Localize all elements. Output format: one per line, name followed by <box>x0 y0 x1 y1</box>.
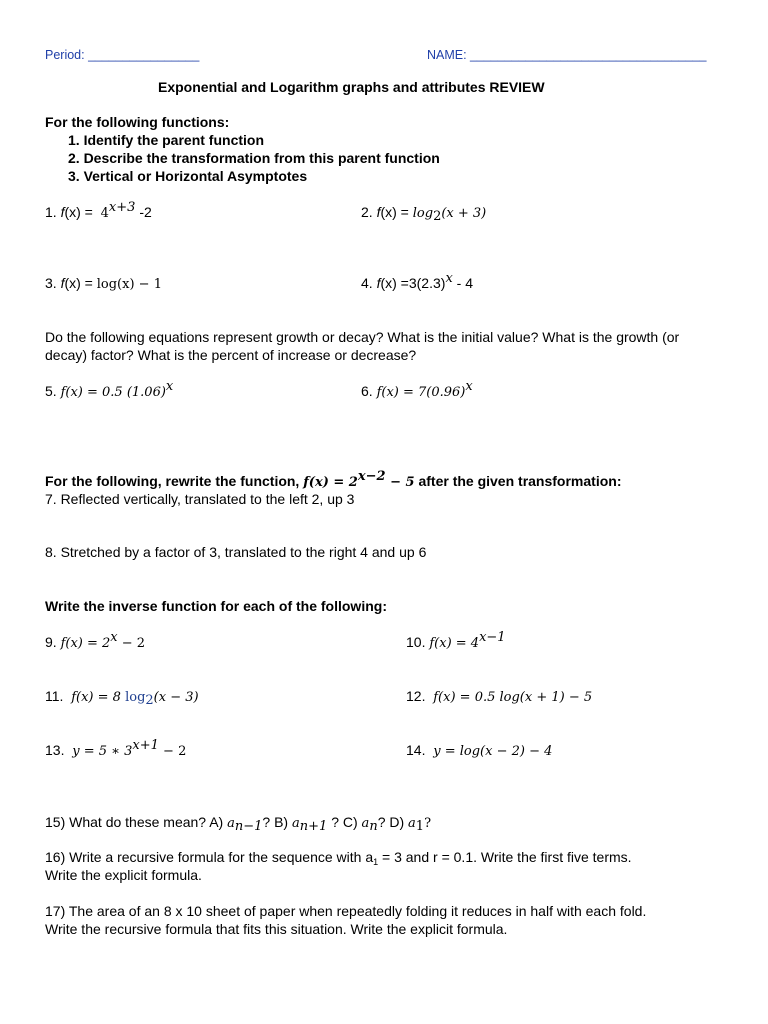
question-8: 8. Stretched by a factor of 3, translated to the right 4 and up 6 <box>45 544 427 560</box>
section3-heading: For the following, rewrite the function, $f(x) = 2^{x-2} - 5$ after the given transformation: <box>45 469 622 490</box>
question-17-line-2: Write the recursive formula that fits this situation. Write the explicit formula. <box>45 921 508 937</box>
question-6: 6. $f(x) = 7(0.96)^x$ <box>361 379 473 400</box>
instruction-item-1: 1. Identify the parent function <box>68 132 265 148</box>
period-field: Period: ________________ <box>45 48 200 62</box>
question-15: 15) What do these mean? A) $a_{n-1}$? B) $a_{n+1}$ ? C) $a_n$? D) $a_1$? <box>45 814 432 834</box>
section1-heading: For the following functions: <box>45 114 230 130</box>
question-14: 14. y = log(x − 2) − 4 <box>406 742 553 759</box>
question-13: 13. y = 5 ∗ $3^{x+1} - 2$ <box>45 738 187 759</box>
instruction-item-3: 3. Vertical or Horizontal Asymptotes <box>68 168 308 184</box>
question-2: 2. $f(x) = \log_2(x + 3)$ <box>361 204 487 224</box>
question-12: 12. f(x) = 0.5 log(x + 1) − 5 <box>406 688 593 705</box>
question-3: 3. f(x) = log(x) − 1 <box>45 275 162 292</box>
question-7: 7. Reflected vertically, translated to the left 2, up 3 <box>45 491 355 507</box>
question-9: 9. $f(x) = 2^x - 2$ <box>45 630 146 651</box>
question-11: 11. f(x) = 8 $\log_2(x - 3)$ <box>45 688 199 708</box>
question-16-line-1: 16) Write a recursive formula for the sequence with $a_1 = 3$ and r = 0.1. Write the first five terms. <box>45 849 632 867</box>
page-title: Exponential and Logarithm graphs and attributes REVIEW <box>158 79 545 95</box>
instruction-item-2: 2. Describe the transformation from this parent function <box>68 150 440 166</box>
question-4: 4. $f(x) =3(2.3)^x - 4$ <box>361 271 474 291</box>
question-17-line-1: 17) The area of an 8 x 10 sheet of paper when repeatedly folding it reduces in half with each fold. <box>45 903 647 919</box>
name-field: NAME: __________________________________ <box>427 48 707 62</box>
question-16-line-2: Write the explicit formula. <box>45 867 202 883</box>
question-10: 10. $f(x) = 4^{x-1}$ <box>406 630 506 651</box>
question-1: 1. $f(x) = 4^{x+3}$ -2 <box>45 200 152 221</box>
section4-heading: Write the inverse function for each of the following: <box>45 598 387 614</box>
section2-instructions: Do the following equations represent growth or decay? What is the initial value? What is the growth (or decay) factor? What is the percent of increase or decrease? <box>45 329 680 363</box>
question-5: 5. f(x) = 0.5 $(1.06)^x$ <box>45 379 174 400</box>
